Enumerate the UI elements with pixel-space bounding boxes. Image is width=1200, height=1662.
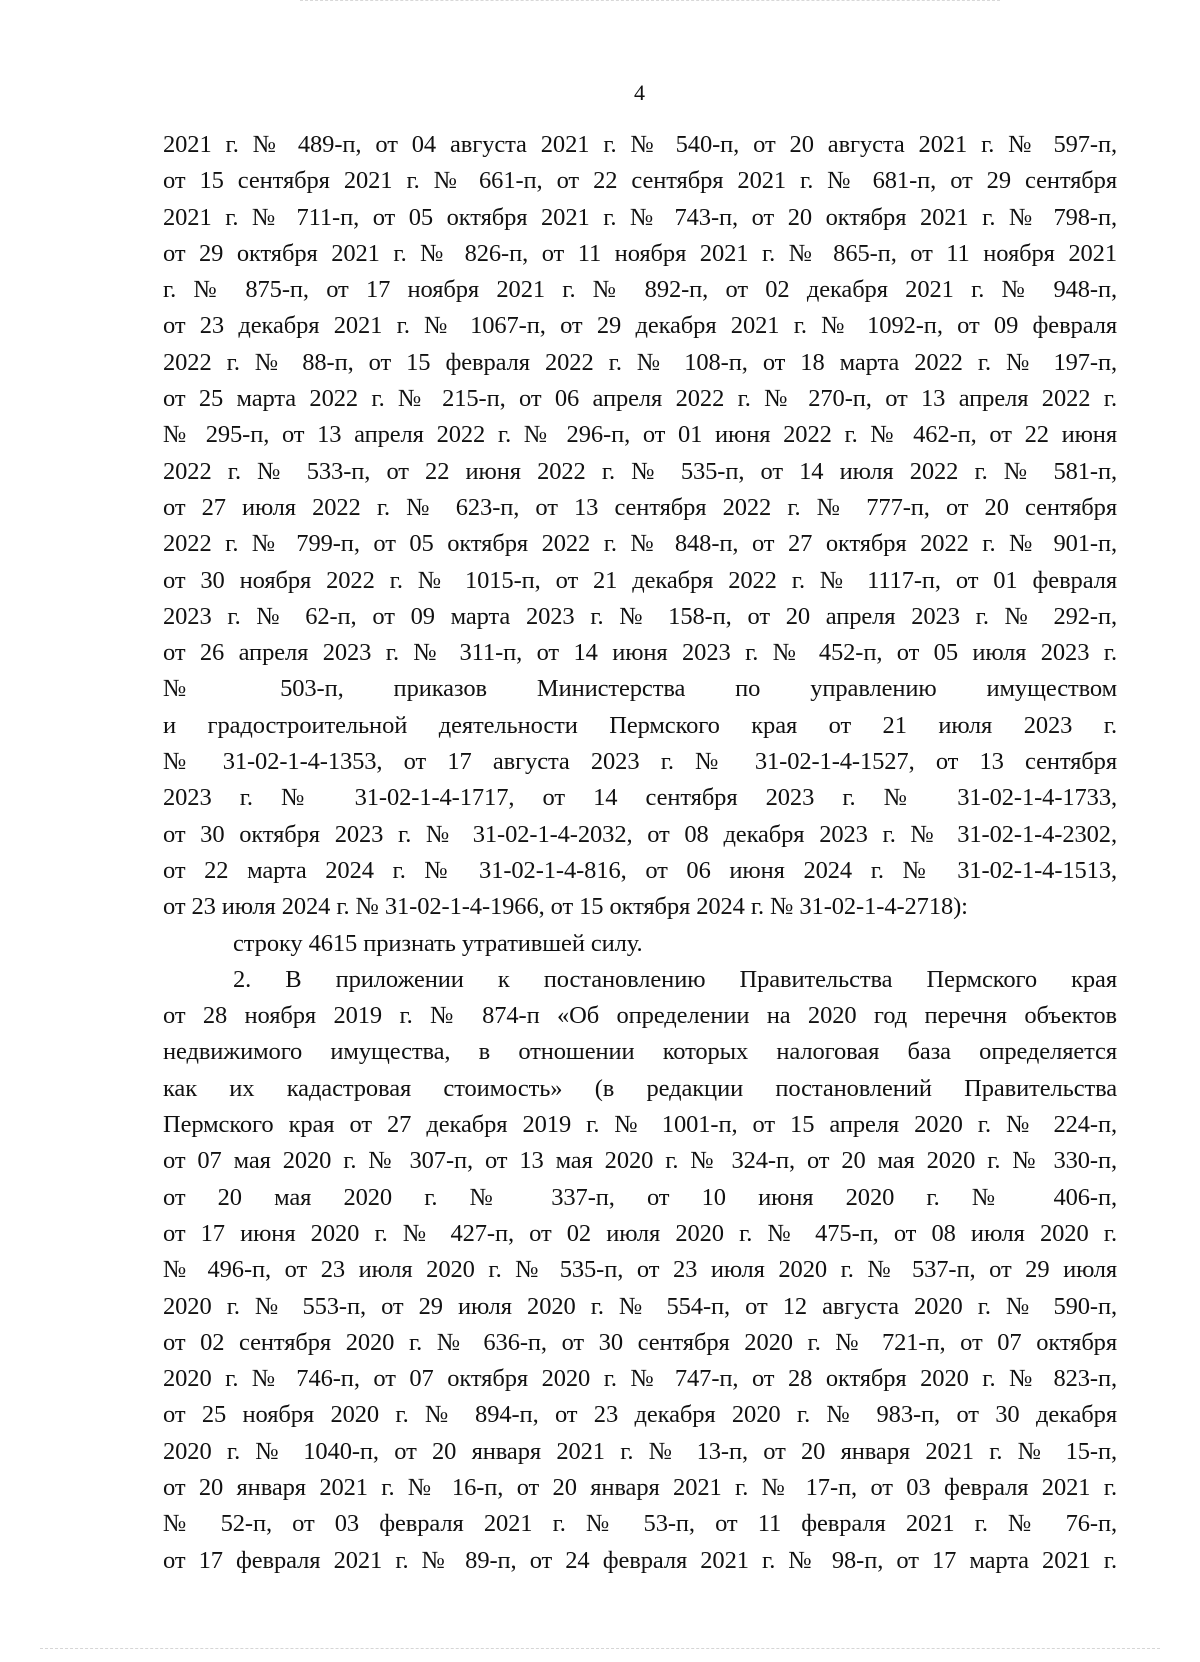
text-line: от 30 октября 2023 г. № 31-02-1-4-2032, от 08 декабря 2023 г. № 31-02-1-4-2302, [163,820,1117,848]
text-line: 2023 г. № 31-02-1-4-1717, от 14 сентября 2023 г. № 31-02-1-4-1733, [163,784,1117,812]
text-line: № 496-п, от 23 июля 2020 г. № 535-п, от 23 июля 2020 г. № 537-п, от 29 июля [163,1256,1117,1284]
scan-edge-top [300,0,1000,4]
text-line: от 25 марта 2022 г. № 215-п, от 06 апреля 2022 г. № 270-п, от 13 апреля 2022 г. [163,385,1117,413]
text-line: № 52-п, от 03 февраля 2021 г. № 53-п, от 11 февраля 2021 г. № 76-п, [163,1510,1117,1538]
paragraph-first-line: 2. В приложении к постановлению Правительства Пермского края [233,965,1117,993]
text-line: от 23 июля 2024 г. № 31-02-1-4-1966, от 15 октября 2024 г. № 31-02-1-4-2718): [163,893,968,921]
text-line: 2020 г. № 553-п, от 29 июля 2020 г. № 554-п, от 12 августа 2020 г. № 590-п, [163,1292,1117,1320]
text-line: 2022 г. № 533-п, от 22 июня 2022 г. № 535-п, от 14 июля 2022 г. № 581-п, [163,457,1117,485]
text-line: Пермского края от 27 декабря 2019 г. № 1001-п, от 15 апреля 2020 г. № 224-п, [163,1111,1117,1139]
text-line: от 15 сентября 2021 г. № 661-п, от 22 сентября 2021 г. № 681-п, от 29 сентября [163,167,1117,195]
text-line: от 27 июля 2022 г. № 623-п, от 13 сентября 2022 г. № 777-п, от 20 сентября [163,493,1117,521]
text-line: 2022 г. № 799-п, от 05 октября 2022 г. № 848-п, от 27 октября 2022 г. № 901-п, [163,530,1117,558]
text-line: от 26 апреля 2023 г. № 311-п, от 14 июня 2023 г. № 452-п, от 05 июля 2023 г. [163,639,1117,667]
text-line: 2021 г. № 489-п, от 04 августа 2021 г. № 540-п, от 20 августа 2021 г. № 597-п, [163,131,1117,158]
text-line: от 17 февраля 2021 г. № 89-п, от 24 февраля 2021 г. № 98-п, от 17 марта 2021 г. [163,1546,1117,1574]
text-line: 2023 г. № 62-п, от 09 марта 2023 г. № 158-п, от 20 апреля 2023 г. № 292-п, [163,602,1117,630]
text-line: 2021 г. № 711-п, от 05 октября 2021 г. № 743-п, от 20 октября 2021 г. № 798-п, [163,203,1117,231]
text-line: 2022 г. № 88-п, от 15 февраля 2022 г. № 108-п, от 18 марта 2022 г. № 197-п, [163,348,1117,376]
text-line: от 20 января 2021 г. № 16-п, от 20 января 2021 г. № 17-п, от 03 февраля 2021 г. [163,1473,1117,1501]
text-line: от 07 мая 2020 г. № 307-п, от 13 мая 2020 г. № 324-п, от 20 мая 2020 г. № 330-п, [163,1147,1117,1175]
body-text [163,127,1117,1579]
text-line: № 295-п, от 13 апреля 2022 г. № 296-п, от 01 июня 2022 г. № 462-п, от 22 июня [163,421,1117,449]
scan-edge-bottom [40,1648,1160,1651]
text-line: от 22 марта 2024 г. № 31-02-1-4-816, от 06 июня 2024 г. № 31-02-1-4-1513, [163,856,1117,884]
page-number: 4 [634,80,645,105]
paragraph-first-line: строку 4615 признать утратившей силу. [233,929,643,957]
text-line: 2020 г. № 1040-п, от 20 января 2021 г. № 13-п, от 20 января 2021 г. № 15-п, [163,1437,1117,1465]
text-line: № 503-п, приказов Министерства по управлению имуществом [163,675,1117,703]
text-line: от 20 мая 2020 г. № 337-п, от 10 июня 2020 г. № 406-п, [163,1183,1117,1211]
text-line: и градостроительной деятельности Пермского края от 21 июля 2023 г. [163,711,1117,739]
text-line: недвижимого имущества, в отношении которых налоговая база определяется [163,1038,1117,1066]
text-line: от 23 декабря 2021 г. № 1067-п, от 29 декабря 2021 г. № 1092-п, от 09 февраля [163,312,1117,340]
text-line: от 28 ноября 2019 г. № 874-п «Об определении на 2020 год перечня объектов [163,1002,1117,1030]
text-line: г. № 875-п, от 17 ноября 2021 г. № 892-п, от 02 декабря 2021 г. № 948-п, [163,276,1117,304]
text-line: как их кадастровая стоимость» (в редакции постановлений Правительства [163,1074,1117,1102]
text-line: от 29 октября 2021 г. № 826-п, от 11 ноября 2021 г. № 865-п, от 11 ноября 2021 [163,239,1117,267]
text-line: № 31-02-1-4-1353, от 17 августа 2023 г. № 31-02-1-4-1527, от 13 сентября [163,748,1117,776]
text-line: от 17 июня 2020 г. № 427-п, от 02 июля 2020 г. № 475-п, от 08 июля 2020 г. [163,1219,1117,1247]
text-line: от 25 ноября 2020 г. № 894-п, от 23 декабря 2020 г. № 983-п, от 30 декабря [163,1401,1117,1429]
text-line: от 30 ноября 2022 г. № 1015-п, от 21 декабря 2022 г. № 1117-п, от 01 февраля [163,566,1117,594]
text-line: 2020 г. № 746-п, от 07 октября 2020 г. № 747-п, от 28 октября 2020 г. № 823-п, [163,1365,1117,1393]
text-line: от 02 сентября 2020 г. № 636-п, от 30 сентября 2020 г. № 721-п, от 07 октября [163,1328,1117,1356]
